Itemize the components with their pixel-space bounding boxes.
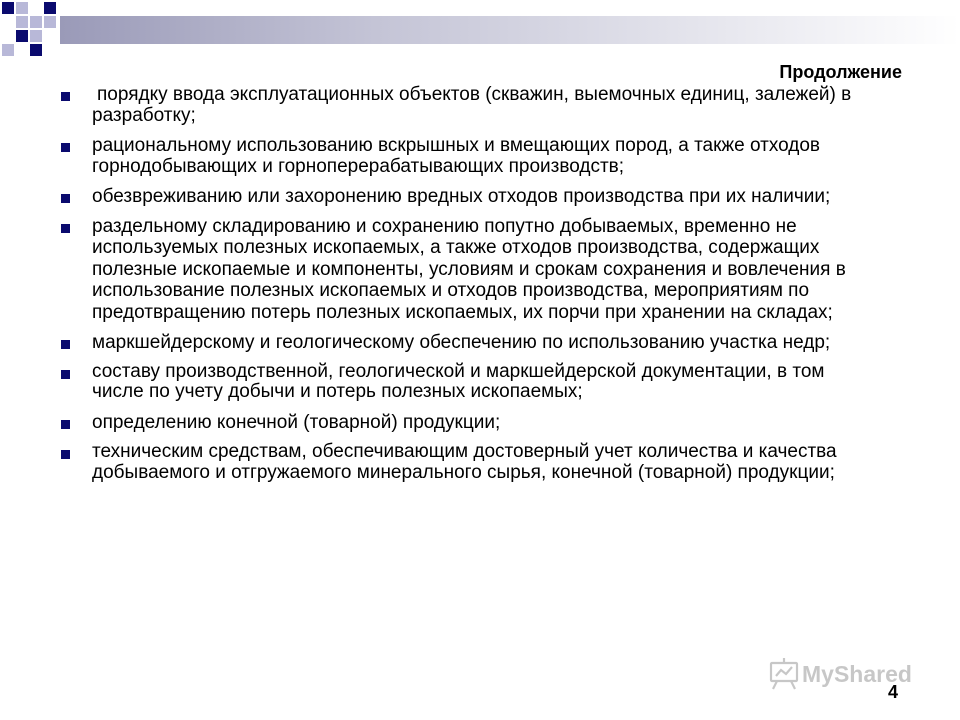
square-bullet-icon: [61, 92, 70, 101]
square-bullet-icon: [61, 450, 70, 459]
bullet-item: [0, 84, 878, 126]
header-decoration: [0, 0, 960, 60]
deco-square-lavender-6: [2, 44, 14, 56]
square-bullet-icon: [61, 224, 70, 233]
deco-square-navy-4: [30, 44, 42, 56]
header-gradient-band: [60, 16, 960, 44]
deco-square-lavender-2: [16, 16, 28, 28]
bullet-text: порядку ввода эксплуатационных объектов (скважин, выемочных единиц, залежей) в разработку;: [92, 84, 852, 126]
bullet-item: [0, 412, 878, 433]
square-bullet-icon: [61, 194, 70, 203]
slide-title: Продолжение: [779, 62, 902, 82]
bullet-item: [0, 332, 878, 353]
deco-square-lavender-3: [30, 16, 42, 28]
deco-square-navy-2: [44, 2, 56, 14]
deco-square-navy-1: [2, 2, 14, 14]
square-bullet-icon: [61, 143, 70, 152]
bullet-item: [0, 442, 878, 483]
bullet-text: техническим средствам, обеспечивающим достоверный учет количества и качества добываемого и отгружаемого минерального сырья, конечной (товарной) продукции;: [92, 441, 837, 483]
bullet-text: определению конечной (товарной) продукции;: [92, 412, 501, 434]
square-bullet-icon: [61, 420, 70, 429]
bullet-text: составу производственной, геологической и маркшейдерской документации, в том числе по учету добычи и потерь полезных ископаемых;: [92, 361, 825, 403]
page-number: 4: [888, 682, 899, 702]
bullet-item: [0, 186, 878, 207]
deco-square-lavender-5: [30, 30, 42, 42]
bullet-text: обезвреживанию или захоронению вредных отходов производства при их наличии;: [92, 186, 831, 207]
deco-square-navy-3: [16, 30, 28, 42]
bullet-list: [0, 84, 960, 492]
deco-square-lavender-1: [16, 2, 28, 14]
square-bullet-icon: [61, 370, 70, 379]
square-bullet-icon: [61, 340, 70, 349]
watermark-logo: [768, 656, 928, 692]
bullet-text: маркшейдерскому и геологическому обеспечению по использованию участка недр;: [92, 332, 831, 354]
presentation-board-icon: [771, 658, 797, 689]
bullet-text: рациональному использованию вскрышных и вмещающих пород, а также отходов горнодобывающих и горноперерабатывающих производств;: [92, 135, 821, 177]
bullet-item: [0, 216, 878, 323]
watermark-text: MyShared: [802, 661, 912, 687]
bullet-text: раздельному складированию и сохранению попутно добываемых, временно не используемых полезных ископаемых, а также отходов производства, содержащих полезные ископаемые и компоненты, условиям и срокам сохранения и вовлечения в использование полезных ископаемых и отходов производства, мероприятиям по предотвращению потерь полезных ископаемых, их порчи при хранении на складах;: [92, 216, 846, 323]
bullet-item: [0, 362, 878, 402]
deco-square-lavender-4: [44, 16, 56, 28]
bullet-item: [0, 135, 878, 177]
